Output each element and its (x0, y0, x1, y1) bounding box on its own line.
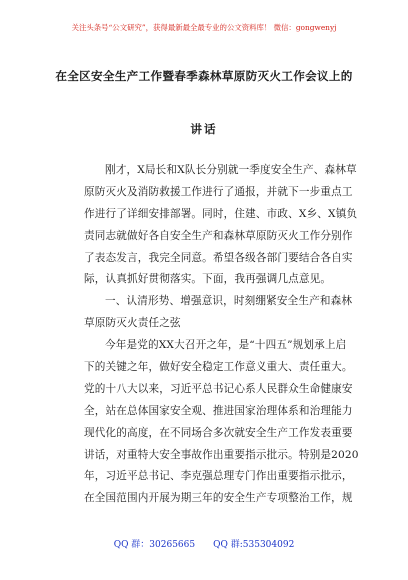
body-line: 作进行了详细安排部署。同时，住建、市政、X乡、X镇负 (84, 207, 358, 220)
section-heading-line: 草原防灭火责任之弦 (84, 317, 181, 330)
body-line: 讲话，对重特大安全事故作出重要指示批示。特别是2020 (84, 448, 359, 461)
body-line: 党的十八大以来，习近平总书记心系人民群众生命健康安 (84, 382, 353, 395)
body-line: 责同志就做好各自安全生产和森林草原防灭火工作分别作 (84, 229, 353, 242)
section-heading-line: 一、认清形势、增强意识，时刻绷紧安全生产和森林 (105, 295, 353, 308)
body-line: 在全国范围内开展为期三年的安全生产专项整治工作，规 (84, 492, 353, 505)
body-line: 原防灭火及消防救援工作进行了通报，并就下一步重点工 (84, 185, 353, 198)
body-line: 全，站在总体国家安全观、推进国家治理体系和治理能力 (84, 404, 353, 417)
body-line: 现代化的高度，在不同场合多次就安全生产工作发表重要 (84, 426, 353, 439)
document-title: 在全区安全生产工作暨春季森林草原防灭火工作会议上的 (55, 69, 353, 83)
footer (0, 537, 408, 550)
header-banner: 关注头条号“公文研究”，获得最新最全最专业的公文资料库！ 微信：gongwenyj (71, 23, 337, 32)
body-line: 年，习近平总书记、李克强总理专门作出重要指示批示， (84, 470, 353, 483)
body-line: 际，认真抓好贯彻落实。下面，我再强调几点意见。 (84, 273, 332, 286)
body-line: 刚才，X局长和X队长分别就一季度安全生产、森林草 (105, 164, 357, 176)
document-body (84, 160, 359, 510)
footer-qq-group-2: QQ 群:535304092 (213, 540, 295, 550)
document-subtitle: 讲话 (190, 122, 218, 136)
body-line: 今年是党的XX大召开之年，是“十四五”规划承上启 (105, 339, 347, 352)
body-line: 下的关键之年，做好安全稳定工作意义重大、责任重大。 (84, 361, 353, 374)
body-line: 了表态发言，我完全同意。希望各级各部门要结合各自实 (84, 251, 353, 264)
footer-qq-group-1: QQ 群：30265665 (113, 540, 196, 550)
